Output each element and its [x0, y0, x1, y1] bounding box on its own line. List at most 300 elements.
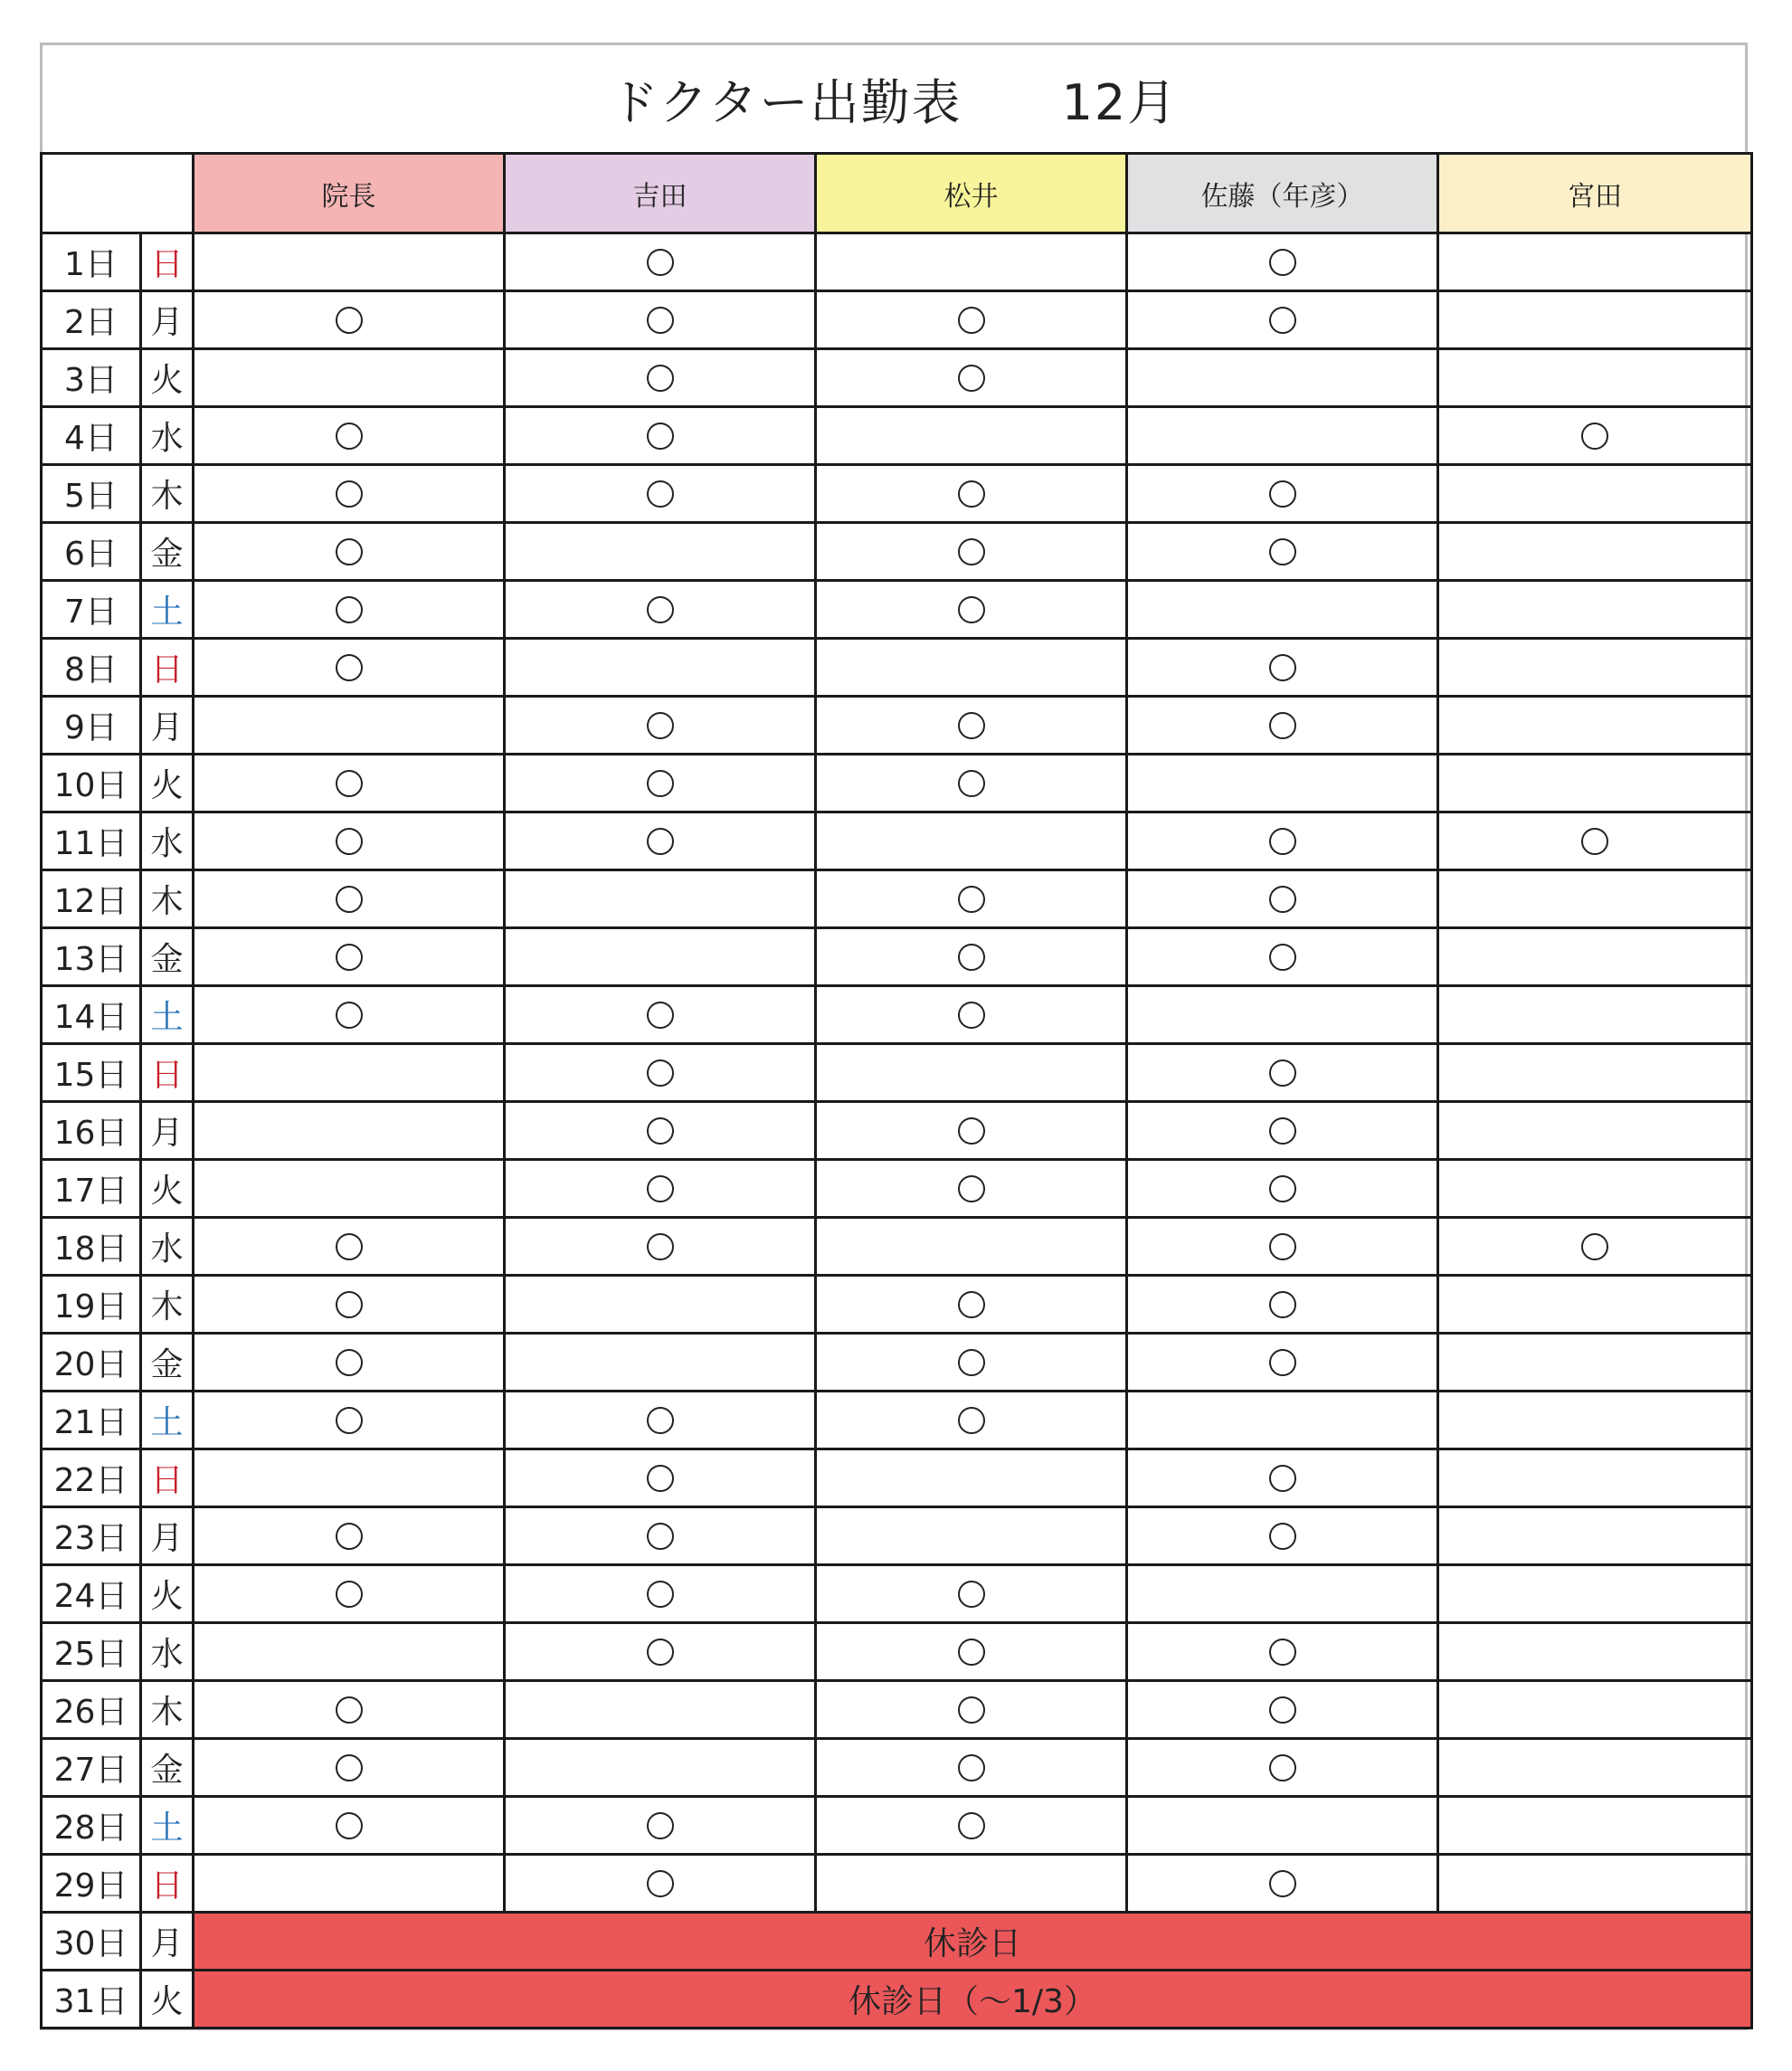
attendance-mark	[1269, 1696, 1296, 1724]
attendance-cell	[1127, 523, 1438, 581]
attendance-cell	[505, 349, 816, 407]
attendance-mark	[336, 1233, 363, 1260]
attendance-cell	[194, 1855, 505, 1913]
table-row	[42, 755, 1752, 812]
attendance-cell	[1438, 407, 1752, 465]
attendance-mark	[336, 770, 363, 797]
attendance-cell	[505, 233, 816, 291]
date-cell: 13日	[42, 928, 141, 986]
attendance-cell	[505, 1681, 816, 1739]
attendance-mark	[958, 1175, 985, 1202]
attendance-cell	[505, 407, 816, 465]
weekday-cell: 土	[141, 986, 194, 1044]
weekday-cell: 火	[141, 1565, 194, 1623]
attendance-mark	[647, 770, 674, 797]
attendance-cell	[194, 1044, 505, 1102]
attendance-mark	[958, 1117, 985, 1145]
attendance-mark	[336, 423, 363, 450]
attendance-mark	[958, 307, 985, 334]
attendance-cell	[1438, 697, 1752, 755]
attendance-cell	[1127, 1392, 1438, 1449]
attendance-cell	[1438, 1102, 1752, 1160]
attendance-cell	[1127, 1623, 1438, 1681]
attendance-mark	[958, 712, 985, 739]
attendance-cell	[194, 812, 505, 870]
attendance-cell	[1127, 1276, 1438, 1334]
attendance-mark	[1269, 1291, 1296, 1318]
attendance-cell	[194, 1392, 505, 1449]
attendance-mark	[336, 596, 363, 623]
attendance-table	[40, 152, 1753, 2029]
attendance-cell	[1127, 870, 1438, 928]
attendance-cell	[816, 291, 1127, 349]
date-cell: 16日	[42, 1102, 141, 1160]
attendance-mark	[1269, 712, 1296, 739]
attendance-mark	[647, 365, 674, 392]
date-cell: 4日	[42, 407, 141, 465]
table-row	[42, 1102, 1752, 1160]
attendance-cell	[1438, 233, 1752, 291]
attendance-cell	[1438, 755, 1752, 812]
attendance-mark	[1269, 654, 1296, 681]
date-cell: 6日	[42, 523, 141, 581]
attendance-cell	[816, 1044, 1127, 1102]
attendance-cell	[505, 986, 816, 1044]
weekday-cell: 木	[141, 465, 194, 523]
attendance-cell	[816, 1218, 1127, 1276]
weekday-cell: 月	[141, 291, 194, 349]
attendance-mark	[647, 1523, 674, 1550]
attendance-mark	[1581, 423, 1608, 450]
weekday-cell: 日	[141, 1044, 194, 1102]
attendance-mark	[1269, 1349, 1296, 1376]
attendance-cell	[194, 581, 505, 639]
date-cell: 21日	[42, 1392, 141, 1449]
weekday-cell: 月	[141, 1102, 194, 1160]
attendance-cell	[194, 407, 505, 465]
attendance-cell	[505, 1797, 816, 1855]
table-row	[42, 697, 1752, 755]
attendance-cell	[816, 1855, 1127, 1913]
attendance-cell	[1127, 581, 1438, 639]
attendance-cell	[194, 755, 505, 812]
table-row	[42, 1392, 1752, 1449]
attendance-cell	[505, 1855, 816, 1913]
attendance-cell	[505, 1102, 816, 1160]
attendance-cell	[816, 1392, 1127, 1449]
attendance-mark	[1269, 1523, 1296, 1550]
attendance-cell	[194, 697, 505, 755]
attendance-cell	[1438, 291, 1752, 349]
attendance-cell	[1438, 1507, 1752, 1565]
weekday-cell: 日	[141, 1855, 194, 1913]
attendance-cell	[194, 465, 505, 523]
weekday-cell: 日	[141, 233, 194, 291]
table-row	[42, 870, 1752, 928]
attendance-mark	[336, 1523, 363, 1550]
date-cell: 9日	[42, 697, 141, 755]
weekday-cell: 水	[141, 407, 194, 465]
attendance-cell	[505, 639, 816, 697]
weekday-cell: 金	[141, 928, 194, 986]
attendance-cell	[505, 1507, 816, 1565]
attendance-mark	[647, 1233, 674, 1260]
attendance-cell	[1438, 1739, 1752, 1797]
attendance-cell	[1438, 523, 1752, 581]
attendance-cell	[194, 1797, 505, 1855]
attendance-cell	[816, 1276, 1127, 1334]
attendance-cell	[816, 407, 1127, 465]
attendance-mark	[647, 1639, 674, 1666]
table-row	[42, 1507, 1752, 1565]
attendance-mark	[336, 1696, 363, 1724]
attendance-cell	[1127, 1797, 1438, 1855]
date-cell: 1日	[42, 233, 141, 291]
attendance-cell	[194, 1160, 505, 1218]
attendance-mark	[958, 1349, 985, 1376]
attendance-cell	[1127, 1218, 1438, 1276]
attendance-mark	[1269, 944, 1296, 971]
attendance-cell	[1438, 1565, 1752, 1623]
attendance-cell	[194, 1623, 505, 1681]
table-row	[42, 1797, 1752, 1855]
weekday-cell: 月	[141, 697, 194, 755]
table-row	[42, 1855, 1752, 1913]
attendance-cell	[1127, 1102, 1438, 1160]
weekday-cell: 日	[141, 1449, 194, 1507]
attendance-cell	[1438, 812, 1752, 870]
attendance-cell	[1127, 291, 1438, 349]
date-cell: 14日	[42, 986, 141, 1044]
attendance-cell	[505, 1044, 816, 1102]
table-row	[42, 523, 1752, 581]
attendance-cell	[816, 1334, 1127, 1392]
attendance-cell	[505, 1392, 816, 1449]
weekday-cell: 日	[141, 639, 194, 697]
attendance-cell	[505, 291, 816, 349]
table-row	[42, 1623, 1752, 1681]
attendance-mark	[336, 654, 363, 681]
attendance-cell	[816, 1623, 1127, 1681]
weekday-cell: 土	[141, 1392, 194, 1449]
attendance-cell	[194, 1334, 505, 1392]
attendance-mark	[336, 480, 363, 508]
attendance-mark	[1581, 1233, 1608, 1260]
attendance-cell	[1438, 1334, 1752, 1392]
attendance-mark	[958, 1291, 985, 1318]
attendance-cell	[816, 1681, 1127, 1739]
weekday-cell: 土	[141, 581, 194, 639]
attendance-mark	[336, 307, 363, 334]
schedule-sheet	[40, 43, 1748, 2030]
attendance-body	[42, 233, 1752, 2028]
attendance-mark	[1269, 1870, 1296, 1897]
attendance-cell	[1127, 1507, 1438, 1565]
weekday-cell: 金	[141, 523, 194, 581]
date-cell: 2日	[42, 291, 141, 349]
doctor-header: 佐藤（年彦）	[1127, 154, 1438, 233]
attendance-cell	[505, 755, 816, 812]
attendance-cell	[505, 1334, 816, 1392]
attendance-cell	[816, 523, 1127, 581]
title-bar	[43, 45, 1745, 152]
table-row	[42, 1681, 1752, 1739]
attendance-mark	[336, 538, 363, 565]
attendance-cell	[1127, 639, 1438, 697]
attendance-mark	[1269, 1639, 1296, 1666]
attendance-cell	[816, 928, 1127, 986]
attendance-mark	[958, 538, 985, 565]
table-row	[42, 1913, 1752, 1971]
weekday-cell: 月	[141, 1913, 194, 1971]
attendance-cell	[816, 349, 1127, 407]
attendance-cell	[1438, 1623, 1752, 1681]
attendance-cell	[1127, 1449, 1438, 1507]
attendance-mark	[647, 1812, 674, 1839]
date-cell: 25日	[42, 1623, 141, 1681]
attendance-cell	[816, 986, 1127, 1044]
attendance-mark	[647, 1002, 674, 1029]
attendance-cell	[505, 1623, 816, 1681]
attendance-cell	[816, 812, 1127, 870]
attendance-cell	[1438, 870, 1752, 928]
date-cell: 29日	[42, 1855, 141, 1913]
weekday-cell: 木	[141, 870, 194, 928]
attendance-cell	[194, 233, 505, 291]
header-corner	[42, 154, 194, 233]
attendance-cell	[1127, 1334, 1438, 1392]
attendance-cell	[816, 1565, 1127, 1623]
attendance-cell	[1127, 1855, 1438, 1913]
table-row	[42, 1160, 1752, 1218]
attendance-cell	[505, 928, 816, 986]
attendance-cell	[816, 755, 1127, 812]
weekday-cell: 水	[141, 812, 194, 870]
attendance-mark	[647, 596, 674, 623]
weekday-cell: 水	[141, 1218, 194, 1276]
attendance-mark	[1269, 538, 1296, 565]
attendance-cell	[1127, 1681, 1438, 1739]
date-cell: 30日	[42, 1913, 141, 1971]
table-row	[42, 1449, 1752, 1507]
attendance-cell	[1438, 1276, 1752, 1334]
attendance-cell	[816, 1739, 1127, 1797]
attendance-mark	[958, 1581, 985, 1608]
table-row	[42, 928, 1752, 986]
attendance-cell	[194, 870, 505, 928]
attendance-mark	[647, 249, 674, 276]
attendance-mark	[647, 423, 674, 450]
attendance-mark	[647, 1407, 674, 1434]
attendance-cell	[1438, 928, 1752, 986]
date-cell: 10日	[42, 755, 141, 812]
closed-day-cell: 休診日	[194, 1913, 1752, 1971]
weekday-cell: 木	[141, 1276, 194, 1334]
attendance-cell	[194, 349, 505, 407]
table-row	[42, 291, 1752, 349]
attendance-cell	[1127, 1160, 1438, 1218]
date-cell: 7日	[42, 581, 141, 639]
attendance-mark	[958, 1812, 985, 1839]
table-row	[42, 986, 1752, 1044]
date-cell: 19日	[42, 1276, 141, 1334]
attendance-mark	[336, 1581, 363, 1608]
attendance-cell	[505, 1218, 816, 1276]
attendance-cell	[1127, 349, 1438, 407]
attendance-cell	[505, 581, 816, 639]
attendance-mark	[647, 828, 674, 855]
attendance-mark	[336, 1002, 363, 1029]
attendance-cell	[1127, 812, 1438, 870]
attendance-mark	[1269, 307, 1296, 334]
attendance-mark	[958, 1407, 985, 1434]
attendance-cell	[1438, 465, 1752, 523]
attendance-mark	[336, 944, 363, 971]
attendance-cell	[194, 1276, 505, 1334]
attendance-mark	[1269, 1754, 1296, 1781]
attendance-cell	[1127, 697, 1438, 755]
date-cell: 27日	[42, 1739, 141, 1797]
attendance-mark	[958, 480, 985, 508]
attendance-mark	[1269, 1117, 1296, 1145]
attendance-mark	[1269, 1465, 1296, 1492]
date-cell: 18日	[42, 1218, 141, 1276]
date-cell: 23日	[42, 1507, 141, 1565]
attendance-mark	[1269, 828, 1296, 855]
attendance-mark	[336, 886, 363, 913]
attendance-mark	[958, 1754, 985, 1781]
doctor-header: 吉田	[505, 154, 816, 233]
attendance-mark	[1269, 249, 1296, 276]
attendance-cell	[816, 1449, 1127, 1507]
attendance-mark	[647, 1465, 674, 1492]
attendance-cell	[194, 1565, 505, 1623]
weekday-cell: 金	[141, 1334, 194, 1392]
attendance-mark	[958, 596, 985, 623]
attendance-cell	[816, 581, 1127, 639]
attendance-mark	[336, 828, 363, 855]
date-cell: 28日	[42, 1797, 141, 1855]
attendance-cell	[194, 1681, 505, 1739]
attendance-mark	[336, 1754, 363, 1781]
date-cell: 22日	[42, 1449, 141, 1507]
attendance-cell	[505, 1449, 816, 1507]
attendance-cell	[194, 986, 505, 1044]
table-row	[42, 1971, 1752, 2028]
attendance-cell	[816, 1797, 1127, 1855]
attendance-mark	[1581, 828, 1608, 855]
table-row	[42, 407, 1752, 465]
title-text: ドクター出勤表	[609, 73, 962, 131]
weekday-cell: 月	[141, 1507, 194, 1565]
attendance-cell	[505, 697, 816, 755]
attendance-mark	[647, 1870, 674, 1897]
attendance-mark	[336, 1407, 363, 1434]
attendance-cell	[194, 1739, 505, 1797]
attendance-mark	[958, 1002, 985, 1029]
attendance-cell	[816, 1507, 1127, 1565]
attendance-cell	[505, 1739, 816, 1797]
date-cell: 15日	[42, 1044, 141, 1102]
table-row	[42, 1218, 1752, 1276]
attendance-cell	[505, 1276, 816, 1334]
attendance-cell	[1127, 986, 1438, 1044]
weekday-cell: 火	[141, 755, 194, 812]
table-row	[42, 639, 1752, 697]
attendance-cell	[505, 465, 816, 523]
attendance-cell	[1438, 1681, 1752, 1739]
attendance-mark	[1269, 1233, 1296, 1260]
attendance-cell	[505, 1160, 816, 1218]
attendance-cell	[1438, 986, 1752, 1044]
attendance-mark	[647, 712, 674, 739]
table-row	[42, 349, 1752, 407]
attendance-mark	[647, 1175, 674, 1202]
attendance-cell	[505, 523, 816, 581]
date-cell: 8日	[42, 639, 141, 697]
attendance-mark	[647, 1581, 674, 1608]
page-title	[610, 64, 1179, 134]
attendance-mark	[958, 1696, 985, 1724]
attendance-cell	[816, 870, 1127, 928]
date-cell: 12日	[42, 870, 141, 928]
weekday-cell: 火	[141, 349, 194, 407]
attendance-mark	[647, 307, 674, 334]
attendance-cell	[1438, 349, 1752, 407]
attendance-mark	[647, 480, 674, 508]
attendance-cell	[505, 812, 816, 870]
attendance-cell	[816, 233, 1127, 291]
closed-day-cell: 休診日（〜1/3）	[194, 1971, 1752, 2028]
attendance-cell	[194, 1449, 505, 1507]
attendance-cell	[1438, 639, 1752, 697]
date-cell: 5日	[42, 465, 141, 523]
attendance-cell	[1438, 1855, 1752, 1913]
title-month: 12月	[1061, 73, 1179, 131]
attendance-mark	[958, 770, 985, 797]
doctor-header: 院長	[194, 154, 505, 233]
table-row	[42, 1334, 1752, 1392]
attendance-cell	[816, 465, 1127, 523]
attendance-cell	[1438, 1160, 1752, 1218]
attendance-mark	[336, 1349, 363, 1376]
weekday-cell: 火	[141, 1971, 194, 2028]
table-row	[42, 1565, 1752, 1623]
attendance-mark	[647, 1117, 674, 1145]
table-row	[42, 465, 1752, 523]
attendance-mark	[1269, 886, 1296, 913]
attendance-cell	[1127, 1739, 1438, 1797]
attendance-cell	[194, 523, 505, 581]
attendance-cell	[1438, 1044, 1752, 1102]
attendance-mark	[647, 1059, 674, 1087]
attendance-cell	[1438, 1449, 1752, 1507]
attendance-cell	[194, 928, 505, 986]
weekday-cell: 木	[141, 1681, 194, 1739]
attendance-mark	[336, 1812, 363, 1839]
table-row	[42, 1739, 1752, 1797]
attendance-cell	[194, 639, 505, 697]
attendance-mark	[1269, 1059, 1296, 1087]
attendance-cell	[816, 1102, 1127, 1160]
attendance-cell	[194, 1102, 505, 1160]
attendance-cell	[1438, 1797, 1752, 1855]
attendance-cell	[1127, 407, 1438, 465]
attendance-cell	[1438, 1218, 1752, 1276]
header-row	[42, 154, 1752, 233]
date-cell: 20日	[42, 1334, 141, 1392]
attendance-cell	[816, 1160, 1127, 1218]
